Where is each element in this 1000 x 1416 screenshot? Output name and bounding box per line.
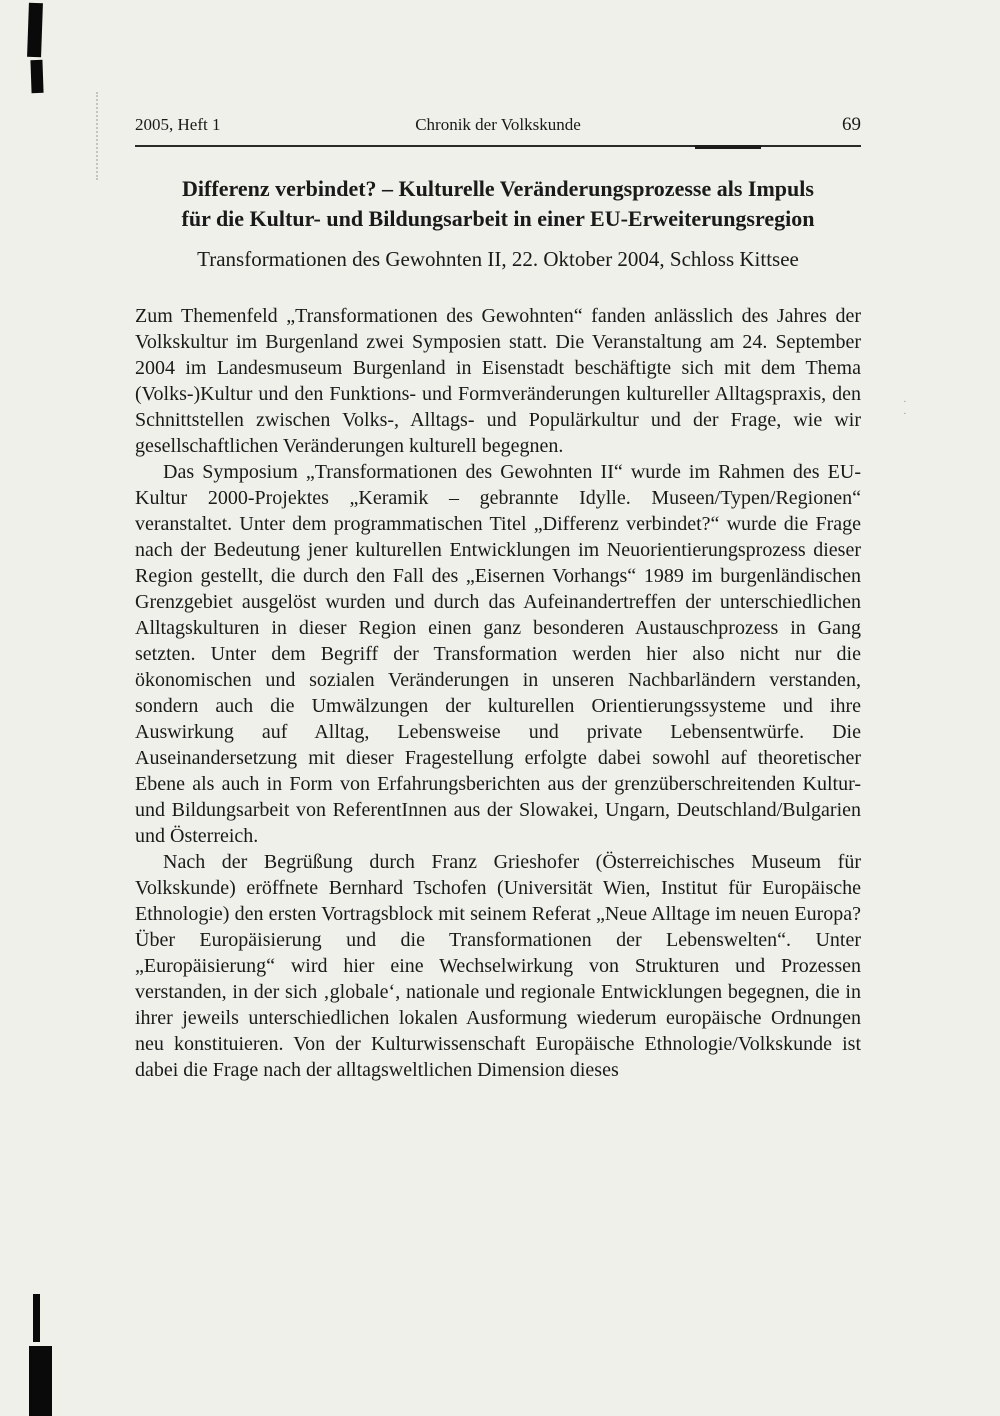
- article-paragraph: Zum Themenfeld „Transformationen des Gewohnten“ fanden anlässlich des Jahres der Volkskultur im Burgenland zwei Symposien statt. Die Veranstaltung am 24. September 2004 im Landesmuseum Burgenland in Eisenstadt beschäftigte sich mit dem Thema (Volks-)Kultur und den Funktions- und Formveränderungen kultureller Alltagspraxis, den Schnittstellen zwischen Volks-, Alltags- und Populärkultur und der Frage, wie wir gesellschaftlichen Veränderungen kulturell begegnen.: [135, 305, 861, 457]
- journal-issue: 2005, Heft 1: [135, 115, 221, 134]
- article-body: [135, 303, 861, 1083]
- article-paragraph: Das Symposium „Transformationen des Gewohnten II“ wurde im Rahmen des EU-Kultur 2000-Projektes „Keramik – gebrannte Idylle. Museen/Typen/Regionen“ veranstaltet. Unter dem programmatischen Titel „Differenz verbindet?“ wurde die Frage nach der Bedeutung jener kulturellen Entwicklungen im Neuorientierungsprozess dieser Region gestellt, die durch den Fall des „Eisernen Vorhangs“ 1989 im burgenländischen Grenzgebiet ausgelöst wurden und durch das Aufeinandertreffen der unterschiedlichen Alltagskulturen in dieser Region einen ganz besonderen Austauschprozess in Gang setzten. Unter dem Begriff der Transformation werden hier also nicht nur die ökonomischen und sozialen Veränderungen in unseren Nachbarländern verstanden, sondern auch die Umwälzungen der kulturellen Orientierungssysteme und ihre Auswirkung auf Alltag, Lebensweise und private Lebensentwürfe. Die Auseinandersetzung mit dieser Fragestellung erfolgte dabei sowohl auf theoretischer Ebene als auch in Form von Erfahrungsberichten aus der grenzüberschreitenden Kultur- und Bildungsarbeit von ReferentInnen aus der Slowakei, Ungarn, Deutschland/Bulgarien und Österreich.: [135, 461, 861, 847]
- scan-artifact: [27, 3, 43, 57]
- article-title: Differenz verbindet? – Kulturelle Veränderungsprozesse als Impuls für die Kultur- und Bildungsarbeit in einer EU-Erweiterungsregion: [181, 176, 815, 231]
- page-content: [135, 0, 861, 1083]
- scan-artifact: [29, 1346, 52, 1416]
- journal-title: Chronik der Volkskunde: [415, 115, 581, 134]
- scan-artifact: [33, 1294, 40, 1342]
- scan-artifact: [695, 145, 761, 149]
- article-paragraph: Nach der Begrüßung durch Franz Grieshofer (Österreichisches Museum für Volkskunde) eröffnete Bernhard Tschofen (Universität Wien, Institut für Europäische Ethnologie) den ersten Vortragsblock mit seinem Referat „Neue Alltage im neuen Europa? Über Europäisierung und die Transformationen der Lebenswelten“. Unter „Europäisierung“ wird hier eine Wechselwirkung von Strukturen und Prozessen verstanden, in der sich ‚globale‘, nationale und regionale Entwicklungen begegnen, die in ihrer jeweils unterschiedlichen lokalen Ausformung wiederum europäische Ordnungen neu konstituieren. Von der Kulturwissenschaft Europäische Ethnologie/Volkskunde ist dabei die Frage nach der alltagsweltlichen Dimension dieses: [135, 851, 861, 1081]
- page-header: [135, 114, 861, 136]
- page-number: 69: [842, 114, 861, 135]
- scan-artifact: · ·: [903, 396, 910, 420]
- header-rule: [135, 145, 861, 147]
- article-subtitle: Transformationen des Gewohnten II, 22. Oktober 2004, Schloss Kittsee: [197, 247, 799, 271]
- scan-artifact: [30, 60, 43, 93]
- scan-artifact: [96, 92, 100, 180]
